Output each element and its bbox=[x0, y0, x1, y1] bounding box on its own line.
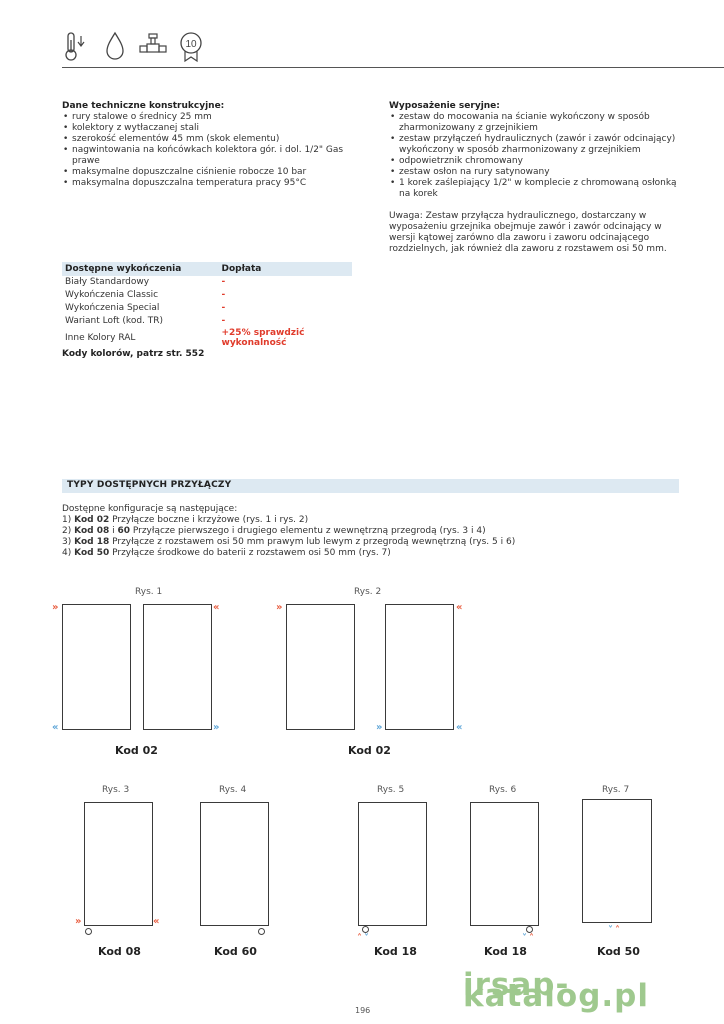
finish-name: Wykończenia Classic bbox=[65, 290, 159, 300]
figure-label-rys4: Rys. 4 bbox=[219, 785, 247, 795]
list-item: • odpowietrznik chromowany bbox=[389, 156, 689, 167]
thermometer-icon bbox=[62, 30, 88, 62]
list-item: • maksymalna dopuszczalna temperatura pracy 95°C bbox=[62, 178, 362, 189]
figure-label-rys7: Rys. 7 bbox=[602, 785, 630, 795]
finish-name: Wariant Loft (kod. TR) bbox=[65, 316, 164, 326]
header-rule bbox=[62, 67, 724, 68]
inlet-arrow-icon: ˄ bbox=[357, 933, 362, 944]
figure-code-kod1: Kod 02 bbox=[115, 744, 158, 757]
figure-label-rys5: Rys. 5 bbox=[377, 785, 405, 795]
radiator-panel bbox=[470, 802, 539, 926]
water-drop-icon bbox=[104, 30, 126, 62]
technical-data-list bbox=[62, 112, 362, 189]
finish-price: - bbox=[221, 277, 226, 287]
finish-name: Wykończenia Special bbox=[65, 303, 160, 313]
table-row bbox=[62, 302, 352, 315]
outlet-arrow-icon: « bbox=[52, 722, 59, 733]
list-item: • 1 korek zaślepiający 1/2" w komplecie z chromowaną osłonką na korek bbox=[389, 178, 689, 200]
radiator-panel bbox=[62, 604, 131, 730]
technical-data-title: Dane techniczne konstrukcyjne: bbox=[62, 101, 225, 111]
outlet-arrow-icon: ˅ bbox=[608, 925, 613, 936]
figure-label-rys6: Rys. 6 bbox=[489, 785, 517, 795]
list-item: • maksymalne dopuszczalne ciśnienie robocze 10 bar bbox=[62, 167, 362, 178]
inlet-arrow-icon: ˄ bbox=[529, 933, 534, 944]
figure-label-rys2: Rys. 2 bbox=[354, 587, 382, 597]
figure-label-rys3: Rys. 3 bbox=[102, 785, 130, 795]
list-item: • zestaw przyłączeń hydraulicznych (zawór i zawór odcinający) wykończony w sposób zharmonizowany z grzejnikiem bbox=[389, 134, 689, 156]
page-number: 196 bbox=[355, 1006, 371, 1015]
table-row bbox=[62, 276, 352, 289]
figure-code-kod6: Kod 18 bbox=[484, 945, 527, 958]
connection-line: 3) Kod 18 Przyłącze z rozstawem osi 50 mm prawym lub lewym z przegrodą wewnętrzną (rys. 5 i 6) bbox=[62, 537, 516, 547]
watermark-logo: irsap-katalog.pl bbox=[463, 967, 649, 1014]
inlet-arrow-icon: « bbox=[213, 602, 220, 613]
finish-price: +25% sprawdzić wykonalność bbox=[221, 328, 305, 348]
finishes-section bbox=[62, 262, 352, 360]
table-header-row bbox=[62, 262, 352, 276]
connector-icon bbox=[258, 928, 265, 935]
connector-icon bbox=[362, 926, 369, 933]
column-header-finish: Dostępne wykończenia bbox=[62, 262, 219, 276]
outlet-arrow-icon: ˅ bbox=[522, 933, 527, 944]
table-row bbox=[62, 328, 352, 348]
radiator-panel bbox=[143, 604, 212, 730]
finish-name: Biały Standardowy bbox=[65, 277, 150, 287]
outlet-arrow-icon: « bbox=[456, 722, 463, 733]
equipment-note: Uwaga: Zestaw przyłącza hydraulicznego, dostarczany w wyposażeniu grzejnika obejmuje zawór i zawór odcinający w wersji kątowej zarówno dla zaworu i zaworu odcinającego rozdzielnych, jak również dla zaworu z rozstawem osi 50 mm. bbox=[389, 211, 667, 254]
list-item: • zestaw do mocowania na ścianie wykończony w sposób zharmonizowany z grzejnikiem bbox=[389, 112, 689, 134]
list-item: • kolektory z wytłaczanej stali bbox=[62, 123, 362, 134]
list-item: • rury stalowe o średnicy 25 mm bbox=[62, 112, 362, 123]
figure-code-kod3: Kod 08 bbox=[98, 945, 141, 958]
figure-code-kod4: Kod 60 bbox=[214, 945, 257, 958]
connector-icon bbox=[85, 928, 92, 935]
warranty-years: 10 bbox=[185, 39, 197, 50]
connection-line: 1) Kod 02 Przyłącze boczne i krzyżowe (rys. 1 i rys. 2) bbox=[62, 515, 309, 525]
outlet-arrow-icon: » bbox=[376, 722, 383, 733]
equipment-list bbox=[389, 112, 689, 200]
inlet-arrow-icon: » bbox=[75, 916, 82, 927]
inlet-arrow-icon: » bbox=[52, 602, 59, 613]
technical-data-section bbox=[62, 101, 362, 189]
list-item: • szerokość elementów 45 mm (skok elementu) bbox=[62, 134, 362, 145]
table-row bbox=[62, 315, 352, 328]
inlet-arrow-icon: « bbox=[456, 602, 463, 613]
connection-line: 2) Kod 08 i 60 Przyłącze pierwszego i drugiego elementu z wewnętrzną przegrodą (rys. 3 i 4) bbox=[62, 526, 486, 536]
figure-code-kod7: Kod 50 bbox=[597, 945, 640, 958]
connector-icon bbox=[526, 926, 533, 933]
finishes-table bbox=[62, 262, 352, 348]
radiator-panel bbox=[385, 604, 454, 730]
radiator-panel bbox=[286, 604, 355, 730]
warranty-10-badge-icon bbox=[177, 30, 205, 64]
radiator-panel bbox=[200, 802, 269, 926]
figure-label-rys1: Rys. 1 bbox=[135, 587, 163, 597]
connection-line: 4) Kod 50 Przyłącze środkowe do baterii z rozstawem osi 50 mm (rys. 7) bbox=[62, 548, 391, 558]
connections-intro: Dostępne konfiguracje są następujące: bbox=[62, 504, 238, 514]
connections-list bbox=[62, 504, 682, 559]
radiator-panel bbox=[84, 802, 153, 926]
column-header-surcharge: Dopłata bbox=[219, 262, 353, 276]
connections-title: TYPY DOSTĘPNYCH PRZYŁĄCZY bbox=[67, 480, 232, 490]
radiator-panel bbox=[582, 799, 652, 923]
radiator-panel bbox=[358, 802, 427, 926]
figure-code-kod5: Kod 18 bbox=[374, 945, 417, 958]
connections-header-band bbox=[62, 479, 679, 493]
outlet-arrow-icon: » bbox=[213, 722, 220, 733]
equipment-title: Wyposażenie seryjne: bbox=[389, 101, 500, 111]
figure-code-kod2: Kod 02 bbox=[348, 744, 391, 757]
color-codes-note: Kody kolorów, patrz str. 552 bbox=[62, 349, 205, 359]
equipment-section bbox=[389, 101, 689, 255]
finish-price: - bbox=[221, 290, 226, 300]
finish-price: - bbox=[221, 303, 226, 313]
finish-name: Inne Kolory RAL bbox=[65, 332, 136, 343]
finish-price: - bbox=[221, 316, 226, 326]
valve-icon bbox=[138, 30, 168, 62]
outlet-arrow-icon: ˅ bbox=[364, 933, 369, 944]
inlet-arrow-icon: « bbox=[153, 916, 160, 927]
table-row bbox=[62, 289, 352, 302]
list-item: • zestaw osłon na rury satynowany bbox=[389, 167, 689, 178]
list-item: • nagwintowania na końcówkach kolektora gór. i dol. 1/2" Gas prawe bbox=[62, 145, 362, 167]
inlet-arrow-icon: » bbox=[276, 602, 283, 613]
inlet-arrow-icon: ˄ bbox=[615, 925, 620, 936]
